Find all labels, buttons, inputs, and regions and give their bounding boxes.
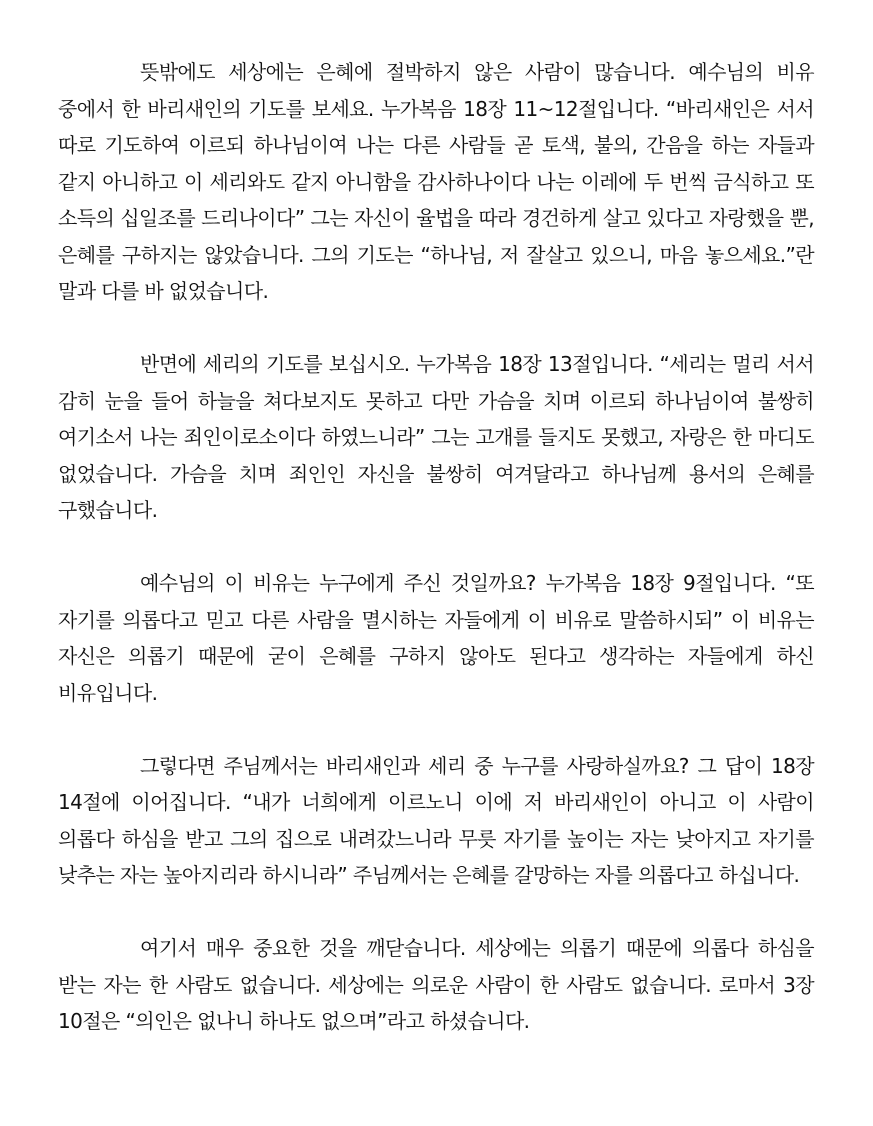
paragraph-4: 그렇다면 주님께서는 바리새인과 세리 중 누구를 사랑하실까요? 그 답이 18장 14절에 이어집니다. “내가 너희에게 이르노니 이에 저 바리새인이 아니고 이 사람이 의롭다 하심을 받고 그의 집으로 내려갔느니라 무릇 자기를 높이는 자는 낮아지고 자기를 낮추는 자는 높아지리라 하시니라” 주님께서는 은혜를 갈망하는 자를 의롭다고 하십니다. xyxy=(58,753,814,887)
paragraph-2: 반면에 세리의 기도를 보십시오. 누가복음 18장 13절입니다. “세리는 멀리 서서 감히 눈을 들어 하늘을 쳐다보지도 못하고 다만 가슴을 치며 이르되 하나님이여 불쌍히 여기소서 나는 죄인이로소이다 하였느니라” 그는 고개를 들지도 못했고, 자랑은 한 마디도 없었습니다. 가슴을 치며 죄인인 자신을 불쌍히 여겨달라고 하나님께 용서의 은혜를 구했습니다. xyxy=(58,352,814,522)
paragraph-3: 예수님의 이 비유는 누구에게 주신 것일까요? 누가복음 18장 9절입니다. “또 자기를 의롭다고 믿고 다른 사람을 멸시하는 자들에게 이 비유로 말씀하시되” 이 비유는 자신은 의롭기 때문에 굳이 은혜를 구하지 않아도 된다고 생각하는 자들에게 하신 비유입니다. xyxy=(58,571,814,705)
paragraph-1: 뜻밖에도 세상에는 은혜에 절박하지 않은 사람이 많습니다. 예수님의 비유 중에서 한 바리새인의 기도를 보세요. 누가복음 18장 11~12절입니다. “바리새인은 서서 따로 기도하여 이르되 하나님이여 나는 다른 사람들 곧 토색, 불의, 간음을 하는 자들과 같지 아니하고 이 세리와도 같지 아니함을 감사하나이다 나는 이레에 두 번씩 금식하고 또 소득의 십일조를 드리나이다” 그는 자신이 율법을 따라 경건하게 살고 있다고 자랑했을 뿐, 은혜를 구하지는 않았습니다. 그의 기도는 “하나님, 저 잘살고 있으니, 마음 놓으세요.”란 말과 다를 바 없었습니다. xyxy=(58,60,814,303)
paragraph-5: 여기서 매우 중요한 것을 깨닫습니다. 세상에는 의롭기 때문에 의롭다 하심을 받는 자는 한 사람도 없습니다. 세상에는 의로운 사람이 한 사람도 없습니다. 로마서 3장 10절은 “의인은 없나니 하나도 없으며”라고 하셨습니다. xyxy=(58,936,814,1033)
document-body xyxy=(58,54,814,1076)
